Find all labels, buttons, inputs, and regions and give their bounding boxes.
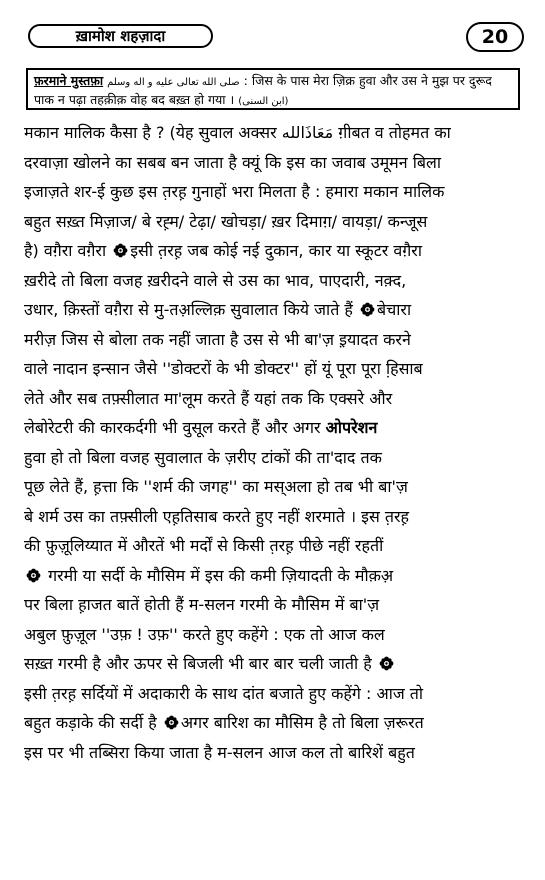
text-line-20: [24, 679, 522, 709]
line-text: सख़्त गरमी है और ऊपर से बिजली भी बार बार चली जाती है: [24, 654, 377, 673]
text-line-19: [24, 649, 522, 679]
line-text: इजाज़ते शर-ई कुछ इस त़रह़ गुनाहों भरा मिलता है : हमारा मकान मालिक: [24, 182, 445, 201]
line-text: वाले नादान इन्सान जैसे ''डोक्टरों के भी डोक्टर'' हों यूं पूरा पूरा हि़साब: [24, 359, 423, 378]
text-line-6: [24, 266, 522, 296]
text-line-11: [24, 413, 522, 443]
hadith-label: फ़रमाने मुस्तफ़ा: [34, 73, 104, 88]
hadith-line-1: [34, 72, 512, 91]
book-title: ख़ामोश शहज़ादा: [28, 24, 213, 48]
line-text: अबुल फ़ुज़ूल ''उफ़ ! उफ़'' करते हुए कहेंगे : एक तो आज कल: [24, 624, 385, 644]
flower-icon: [379, 656, 394, 671]
hadith-text-1: : जिस के पास मेरा ज़िक्र हुवा और उस ने मुझ पर दुरूद: [243, 73, 492, 88]
line-text: इसी त़रह़ जब कोई नई दुकान, कार या स्कूटर वग़ैरा: [130, 241, 422, 260]
text-line-15: [24, 531, 522, 561]
text-line-9: [24, 354, 522, 384]
line-text: लेते और सब तफ़्सीलात मा'लूम करते हैं यहां तक कि एक्सरे और: [24, 388, 393, 408]
hadith-text-2: पाक न पढ़ा तहक़ीक़ वोह बद बख़्त हो गया ।: [34, 92, 235, 107]
line-text: है) वग़ैरा वग़ैरा: [24, 241, 112, 260]
text-line-17: [24, 590, 522, 620]
text-line-12: [24, 443, 522, 473]
line-text: हुवा हो तो बिला वजह सुवालात के ज़रीए टांकों की ता'दाद तक: [24, 447, 382, 467]
line-text: की फ़ुज़ूलिय्यात में औरतें भी मर्दों से किसी त़रह़ पीछे नहीं रहतीं: [24, 536, 384, 555]
bold-word: ओपरेशन: [325, 418, 378, 437]
salutation-text: صلى الله تعالى عليه و اله وسلم: [107, 77, 240, 88]
line-text: ख़रीदे तो बिला वजह ख़रीदने वाले से उस का भाव, पाएदारी, नक़्द,: [24, 270, 407, 290]
text-line-5: [24, 236, 522, 266]
line-text: इस पर भी तब्सिरा किया जाता है म-सलन आज कल तो बारिशें बहुत: [24, 742, 415, 762]
line-text: अगर बारिश का मौसिम है तो बिला ज़रूरत: [180, 713, 424, 732]
flower-icon: [360, 302, 375, 317]
line-text: गरमी या सर्दी के मौसिम में इस की कमी ज़ियादती के मौक़अ़: [48, 565, 394, 585]
line-text: पूछ लेते हैं, ह़त्ता कि ''शर्म की जगह'' का मस्अला हो तब भी बा'ज़: [24, 477, 408, 496]
flower-icon: [164, 715, 179, 730]
hadith-line-2: [34, 91, 512, 110]
line-text: पर बिला ह़ाजत बातें होती हैं म-सलन गरमी के मौसिम में बा'ज़: [24, 595, 380, 614]
flower-icon: [26, 568, 41, 583]
line-text: लेबोरेटरी की कारकर्दगी भी वुसूल करते हैं और अगर: [24, 418, 326, 437]
text-line-1: [24, 118, 522, 148]
text-line-7: [24, 295, 522, 325]
line-text: मकान मालिक कैसा है ? (येह सुवाल अक्सर مَعَاذَالله ग़ीबत व तोहमत का: [24, 123, 451, 142]
line-text: उधार, क़िस्तों वग़ैरा से मु-तअ़ल्लिक़ सुवालात किये जाते हैं: [24, 300, 358, 319]
line-text: बेचारा: [376, 300, 412, 319]
text-line-13: [24, 472, 522, 502]
body-text: [24, 118, 522, 767]
line-text: दरवाज़ा खोलने का सबब बन जाता है क्यूं कि इस का जवाब उमूमन बिला: [24, 152, 441, 172]
flower-icon: [113, 243, 128, 258]
text-line-22: [24, 738, 522, 768]
text-line-10: [24, 384, 522, 414]
line-text: मरीज़ जिस से बोला तक नहीं जाता है उस से भी बा'ज़ इ़यादत करने: [24, 329, 411, 349]
hadith-source: (ابن السنی): [238, 96, 289, 107]
text-line-2: [24, 148, 522, 178]
page-header: [12, 20, 532, 60]
line-text: बहुत कड़ाके की सर्दी है: [24, 713, 162, 732]
text-line-18: [24, 620, 522, 650]
text-line-8: [24, 325, 522, 355]
hadith-box: [26, 68, 520, 110]
line-text: बे शर्म उस का तफ़्सीली एह़तिसाब करते हुए नहीं शरमाते । इस त़रह़: [24, 506, 410, 526]
text-line-21: [24, 708, 522, 738]
line-text: इसी त़रह़ सर्दियों में अदाकारी के साथ दांत बजाते हुए कहेंगे : आज तो: [24, 683, 424, 703]
text-line-3: [24, 177, 522, 207]
text-line-14: [24, 502, 522, 532]
text-line-16: [24, 561, 522, 591]
page-number: 20: [466, 22, 524, 52]
line-text: बहुत सख़्त मिज़ाज/ बे रह़्म/ टेढ़ा/ खोचड़ा/ ख़र दिमाग़/ वायड़ा/ कन्जूस: [24, 211, 428, 231]
text-line-4: [24, 207, 522, 237]
